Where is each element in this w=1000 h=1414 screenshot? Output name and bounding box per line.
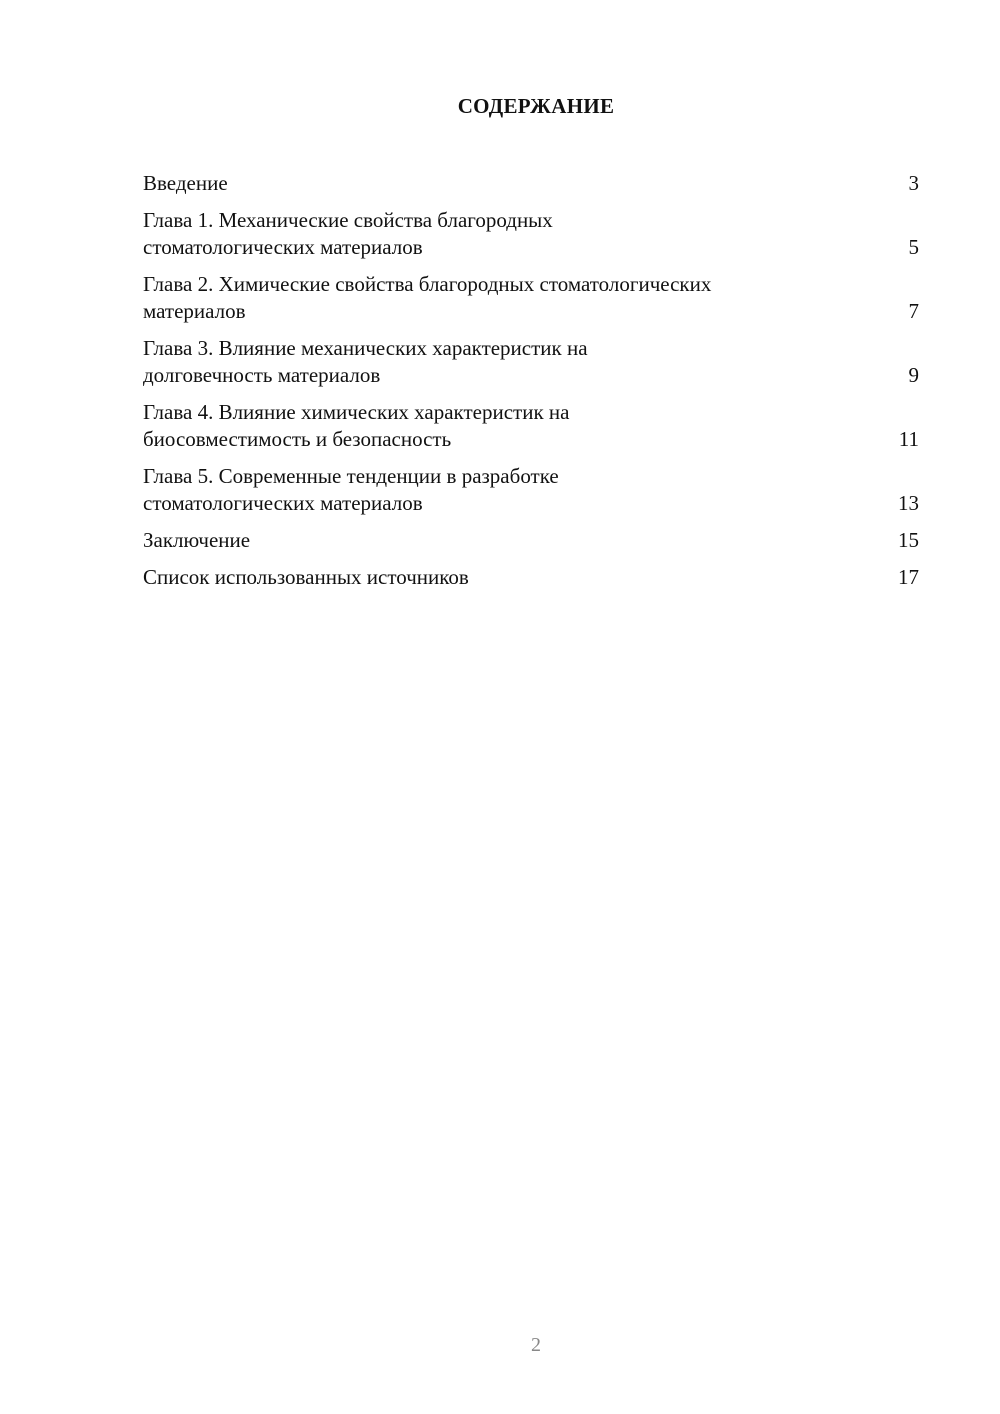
toc-entry-chapter-4 — [143, 399, 919, 453]
toc-entry-line: Введение — [143, 171, 228, 195]
toc-page-number: 3 — [908, 171, 919, 195]
toc-entry-line: стоматологических материалов — [143, 235, 423, 259]
toc-entry-line: материалов — [143, 299, 246, 323]
toc-page-number: 7 — [908, 299, 919, 323]
toc-entry-introduction — [143, 170, 919, 197]
toc-entry-line: стоматологических материалов — [143, 491, 423, 515]
toc-page-number: 5 — [908, 235, 919, 259]
toc-entry-text — [143, 170, 228, 197]
toc-entry-chapter-2 — [143, 271, 919, 325]
toc-page-number: 15 — [898, 528, 919, 552]
toc-entry-chapter-3 — [143, 335, 919, 389]
toc-entry-line: долговечность материалов — [143, 363, 381, 387]
toc-entry-text — [143, 527, 250, 554]
toc-entry-line: Глава 4. Влияние химических характеристик на — [143, 400, 570, 424]
toc-entry-text — [143, 399, 569, 453]
toc-entry-text — [143, 207, 553, 261]
toc-entry-conclusion — [143, 527, 919, 554]
table-of-contents — [143, 170, 919, 601]
toc-entry-line: Глава 2. Химические свойства благородных стоматологических — [143, 272, 712, 296]
page-title: СОДЕРЖАНИЕ — [457, 94, 615, 118]
toc-page-number: 17 — [898, 565, 919, 589]
toc-entry-text — [143, 335, 588, 389]
toc-entry-chapter-1 — [143, 207, 919, 261]
toc-entry-text — [143, 271, 711, 325]
toc-entry-references — [143, 564, 919, 591]
toc-entry-line: Заключение — [143, 528, 251, 552]
toc-page-number: 11 — [898, 427, 919, 451]
page-footer-number: 2 — [531, 1334, 541, 1356]
toc-page-number: 13 — [898, 491, 919, 515]
toc-entry-line: Глава 1. Механические свойства благородных — [143, 208, 553, 232]
toc-entry-line: Глава 5. Современные тенденции в разработке — [143, 464, 559, 488]
toc-entry-line: Список использованных источников — [143, 565, 469, 589]
toc-entry-text — [143, 463, 559, 517]
toc-page-number: 9 — [908, 363, 919, 387]
toc-entry-chapter-5 — [143, 463, 919, 517]
toc-entry-line: биосовместимость и безопасность — [143, 427, 452, 451]
toc-entry-text — [143, 564, 469, 591]
toc-entry-line: Глава 3. Влияние механических характеристик на — [143, 336, 588, 360]
